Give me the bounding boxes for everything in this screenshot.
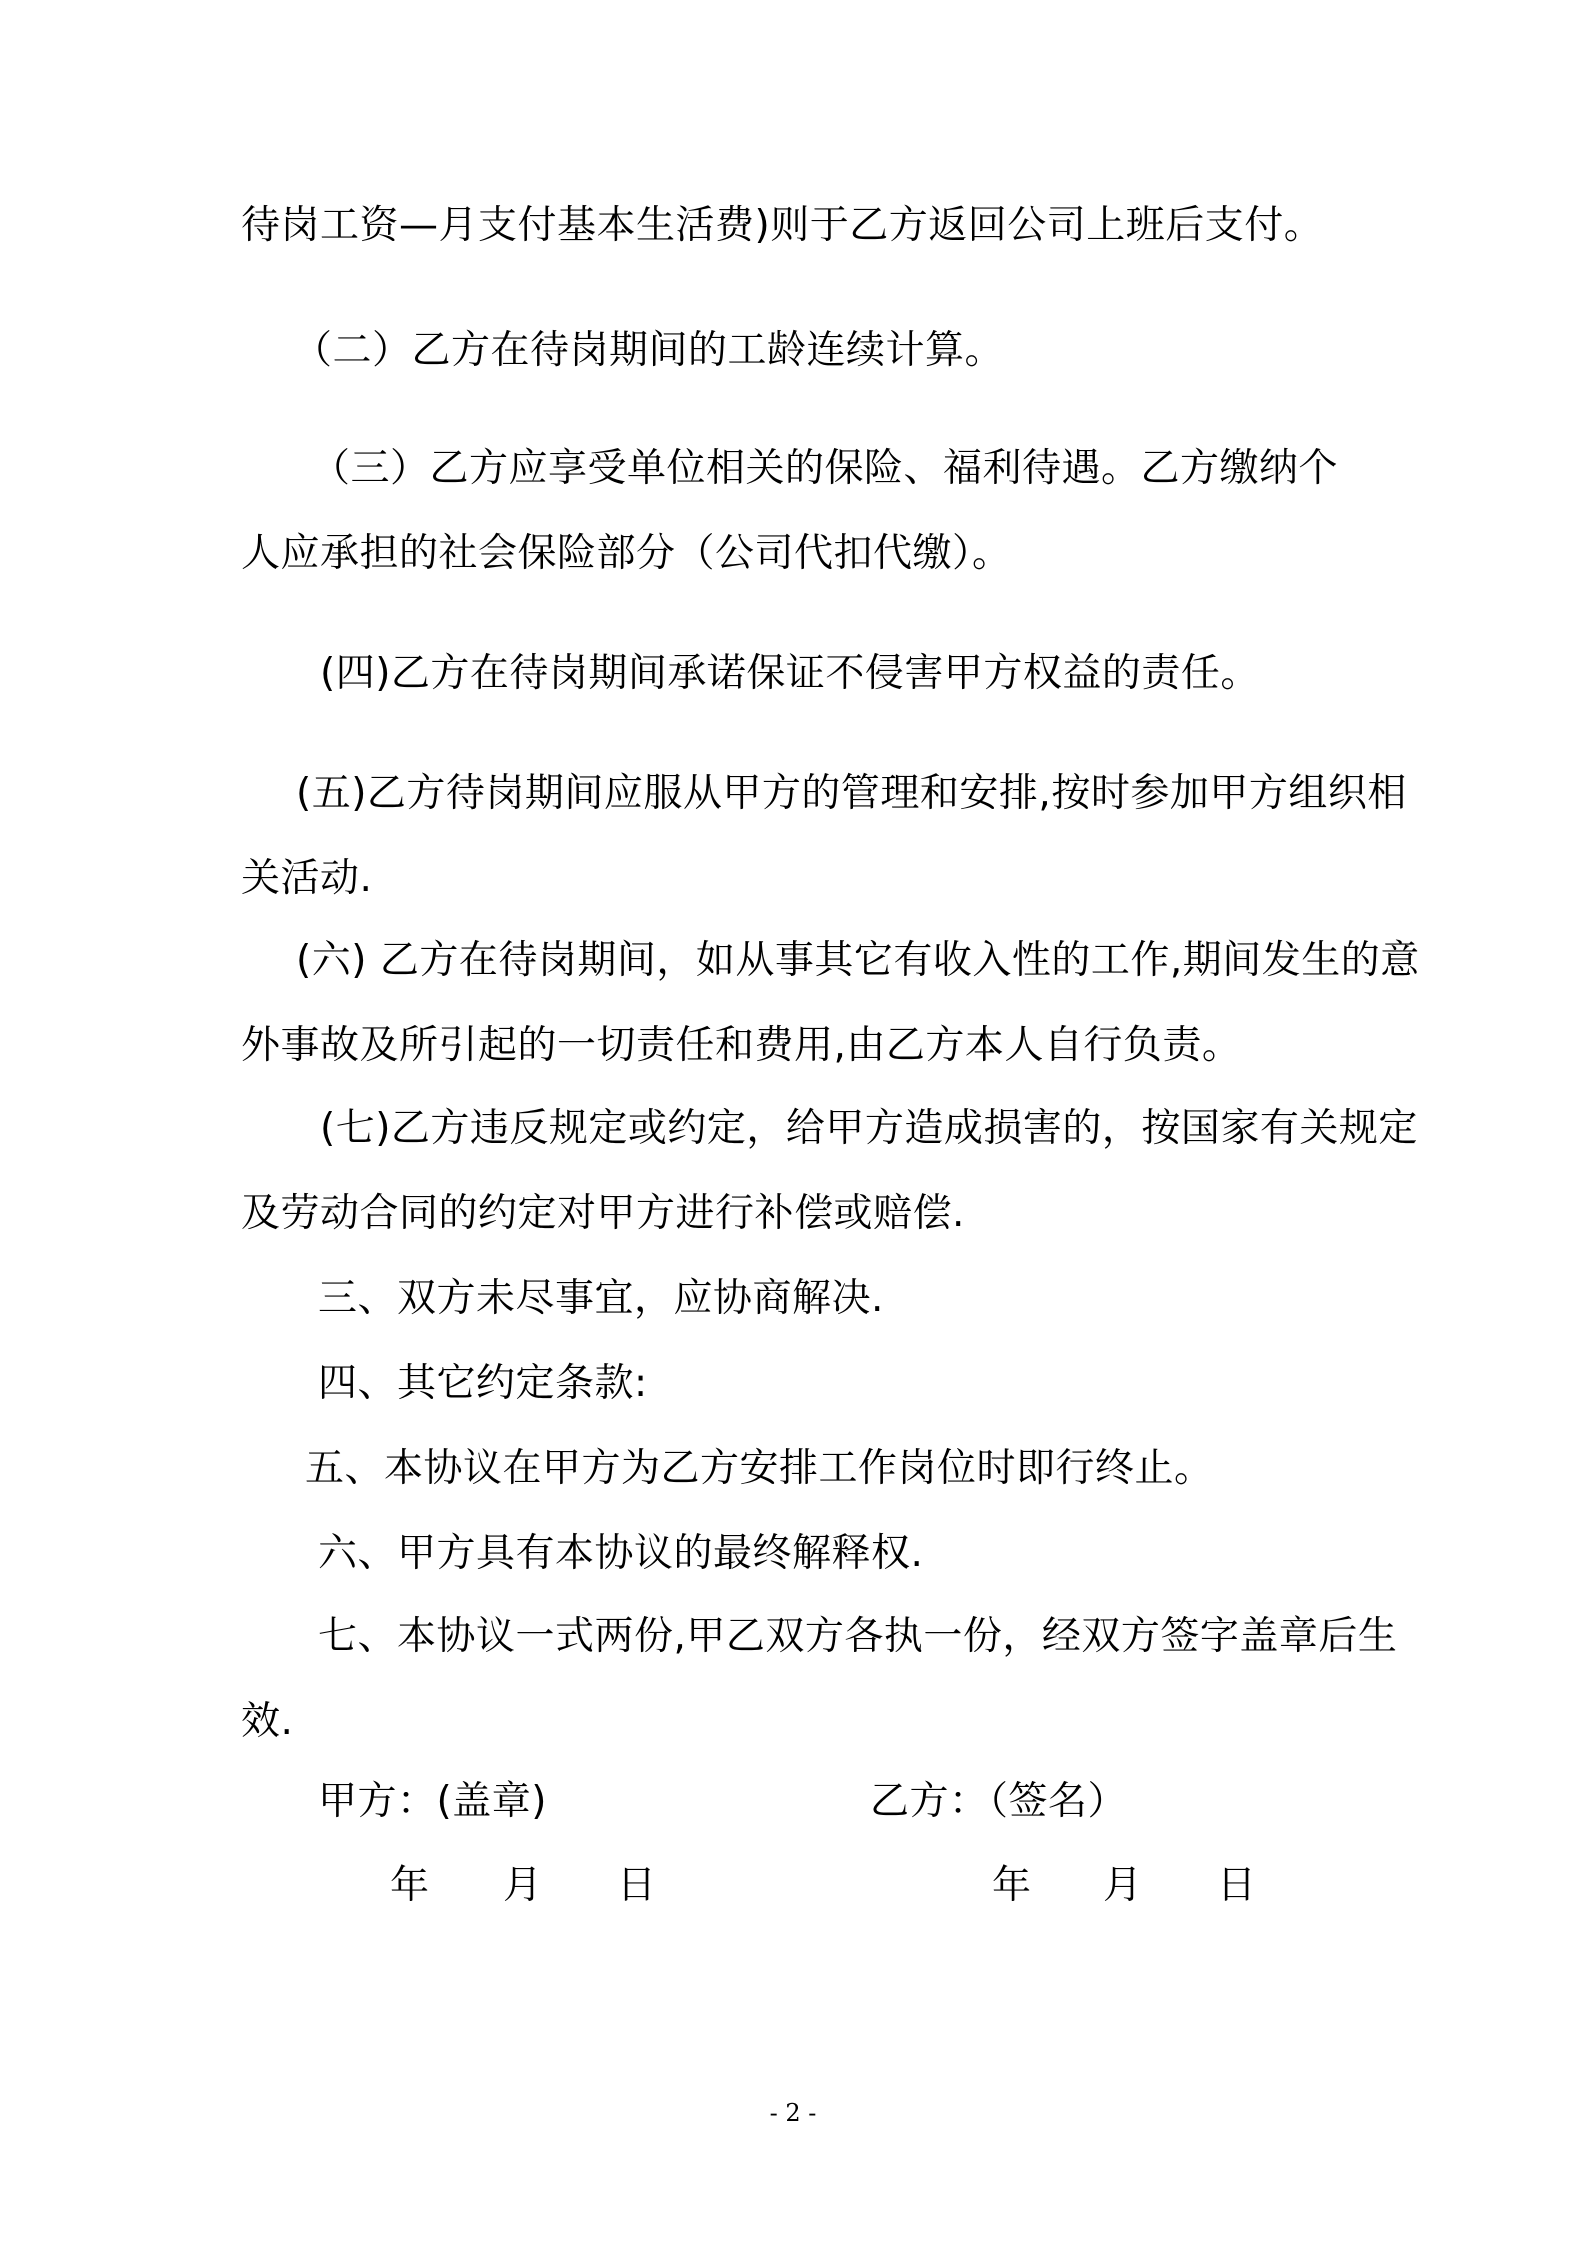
paragraph-line: 三、双方未尽事宜，应协商解决. (318, 1276, 884, 1321)
paragraph-line: 及劳动合同的约定对甲方进行补偿或赔偿. (241, 1191, 965, 1236)
paragraph-line: 待岗工资—月支付基本生活费)则于乙方返回公司上班后支付。 (241, 203, 1324, 248)
party-b-date-year: 年 (992, 1863, 1032, 1908)
paragraph-line: 四、其它约定条款: (318, 1361, 648, 1406)
paragraph-line: (七)乙方违反规定或约定，给甲方造成损害的，按国家有关规定 (320, 1106, 1418, 1151)
paragraph-line: (六) 乙方在待岗期间，如从事其它有收入性的工作,期间发生的意 (296, 938, 1420, 983)
party-b-date-day: 日 (1217, 1863, 1257, 1908)
paragraph-line: 外事故及所引起的一切责任和费用,由乙方本人自行负责。 (241, 1023, 1242, 1068)
paragraph-line: 人应承担的社会保险部分（公司代扣代缴）。 (241, 531, 1012, 576)
paragraph-line: 七、本协议一式两份,甲乙双方各执一份，经双方签字盖章后生 (318, 1614, 1398, 1659)
paragraph-line: （三）乙方应享受单位相关的保险、福利待遇。乙方缴纳个 (311, 446, 1339, 491)
party-b-signature-label: 乙方：（签名） (870, 1779, 1128, 1824)
paragraph-line: 效. (241, 1699, 294, 1744)
party-a-date-month: 月 (503, 1863, 543, 1908)
paragraph-line: (四)乙方在待岗期间承诺保证不侵害甲方权益的责任。 (320, 651, 1260, 696)
paragraph-line: 五、本协议在甲方为乙方安排工作岗位时即行终止。 (305, 1446, 1214, 1491)
page-number: - 2 - (769, 2099, 817, 2127)
paragraph-line: (五)乙方待岗期间应服从甲方的管理和安排,按时参加甲方组织相 (296, 771, 1407, 816)
party-a-date-day: 日 (617, 1863, 657, 1908)
paragraph-line: 六、甲方具有本协议的最终解释权. (318, 1531, 924, 1576)
party-a-date-year: 年 (390, 1863, 430, 1908)
party-a-signature-label: 甲方：(盖章) (318, 1779, 547, 1824)
paragraph-line: （二）乙方在待岗期间的工龄连续计算。 (293, 328, 1005, 373)
party-b-date-month: 月 (1103, 1863, 1143, 1908)
paragraph-line: 关活动. (241, 856, 373, 901)
